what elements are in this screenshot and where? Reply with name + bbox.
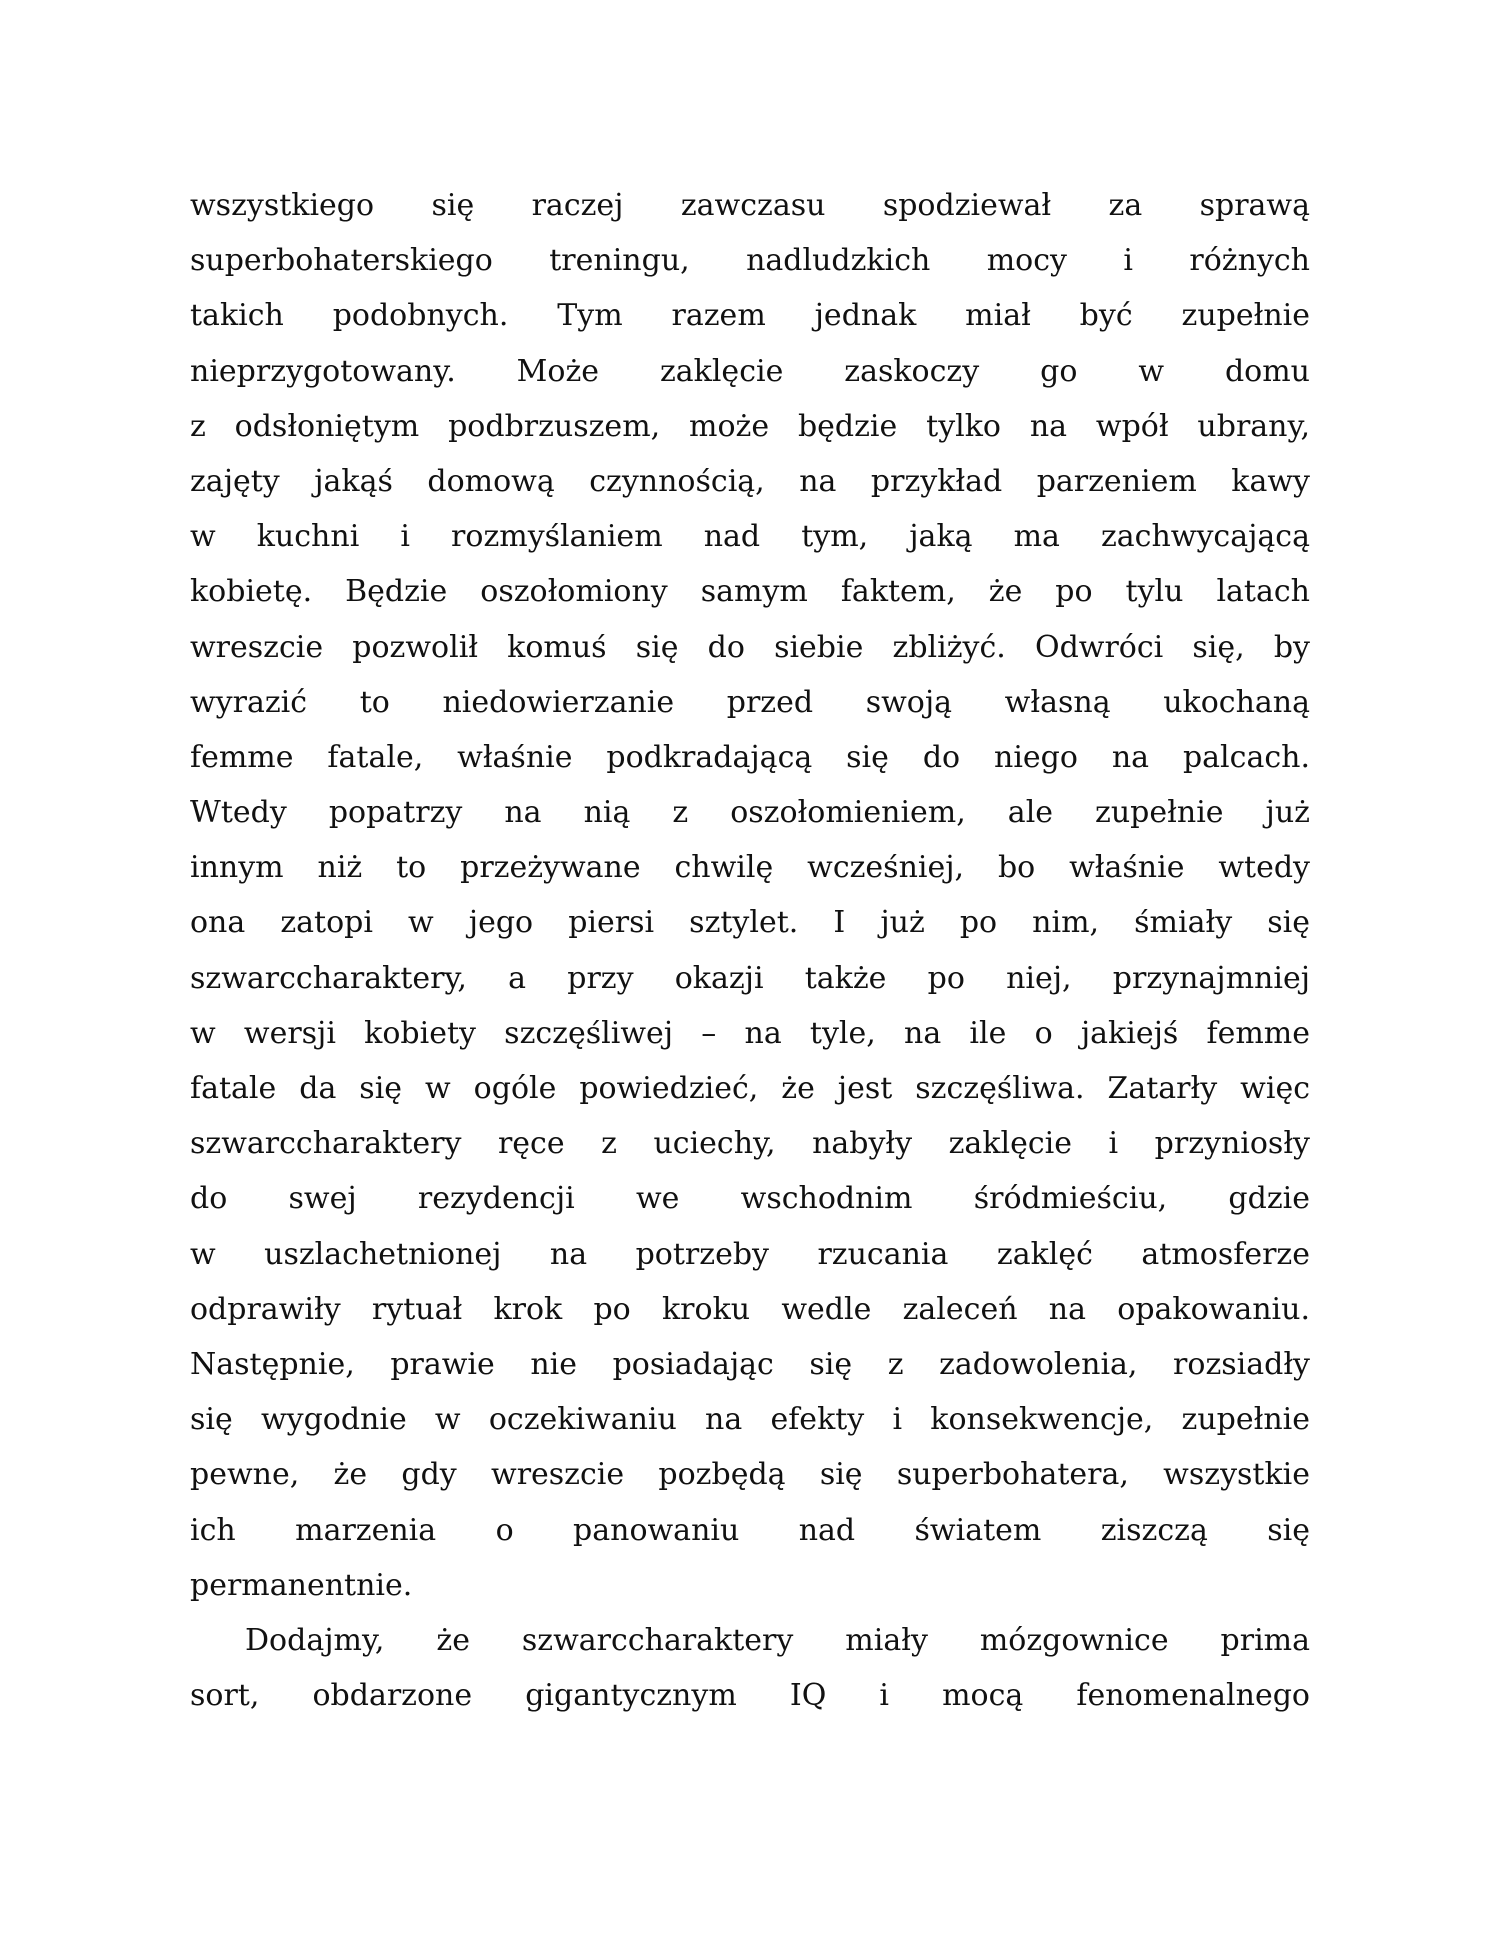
body-text xyxy=(190,178,1310,1723)
text-line: sort, obdarzone gigantycznym IQ i mocą fenomenalnego xyxy=(190,1678,1310,1714)
text-line: w kuchni i rozmyślaniem nad tym, jaką ma zachwycającą xyxy=(190,519,1310,555)
text-line: z odsłoniętym podbrzuszem, może będzie tylko na wpół ubrany, xyxy=(190,408,1310,444)
text-line: Wtedy popatrzy na nią z oszołomieniem, ale zupełnie już xyxy=(190,795,1310,831)
text-line: wyrazić to niedowierzanie przed swoją własną ukochaną xyxy=(190,684,1310,720)
paragraph-2 xyxy=(190,1613,1310,1723)
text-line-paragraph-end: permanentnie. xyxy=(190,1567,413,1603)
text-line: kobietę. Będzie oszołomiony samym faktem, że po tylu latach xyxy=(190,574,1310,610)
text-line: w uszlachetnionej na potrzeby rzucania zaklęć atmosferze xyxy=(190,1236,1310,1272)
text-line: zajęty jakąś domową czynnością, na przykład parzeniem kawy xyxy=(190,463,1310,499)
text-line: do swej rezydencji we wschodnim śródmieściu, gdzie xyxy=(190,1181,1310,1217)
text-line: szwarccharaktery, a przy okazji także po niej, przynajmniej xyxy=(190,960,1310,996)
text-line: nieprzygotowany. Może zaklęcie zaskoczy go w domu xyxy=(190,353,1310,389)
paragraph-1 xyxy=(190,178,1310,1613)
text-line: femme fatale, właśnie podkradającą się do niego na palcach. xyxy=(190,739,1310,775)
text-line: ich marzenia o panowaniu nad światem ziszczą się xyxy=(190,1512,1310,1548)
text-line-first-indented: Dodajmy, że szwarccharaktery miały mózgownice prima xyxy=(245,1622,1310,1658)
text-line: odprawiły rytuał krok po kroku wedle zaleceń na opakowaniu. xyxy=(190,1291,1310,1327)
text-line: wszystkiego się raczej zawczasu spodziewał za sprawą xyxy=(190,188,1310,223)
text-line: innym niż to przeżywane chwilę wcześniej, bo właśnie wtedy xyxy=(190,850,1310,886)
text-line: pewne, że gdy wreszcie pozbędą się superbohatera, wszystkie xyxy=(190,1457,1310,1493)
text-line: w wersji kobiety szczęśliwej – na tyle, na ile o jakiejś femme xyxy=(190,1015,1310,1051)
text-line: superbohaterskiego treningu, nadludzkich mocy i różnych xyxy=(190,243,1310,279)
text-line: Następnie, prawie nie posiadając się z zadowolenia, rozsiadły xyxy=(190,1346,1310,1382)
text-line: ona zatopi w jego piersi sztylet. I już po nim, śmiały się xyxy=(190,905,1310,941)
text-line: szwarccharaktery ręce z uciechy, nabyły zaklęcie i przyniosły xyxy=(190,1126,1310,1162)
text-line: wreszcie pozwolił komuś się do siebie zbliżyć. Odwróci się, by xyxy=(190,629,1310,665)
text-line: takich podobnych. Tym razem jednak miał być zupełnie xyxy=(190,298,1310,334)
text-line: się wygodnie w oczekiwaniu na efekty i konsekwencje, zupełnie xyxy=(190,1402,1310,1438)
text-line: fatale da się w ogóle powiedzieć, że jest szczęśliwa. Zatarły więc xyxy=(190,1071,1310,1106)
